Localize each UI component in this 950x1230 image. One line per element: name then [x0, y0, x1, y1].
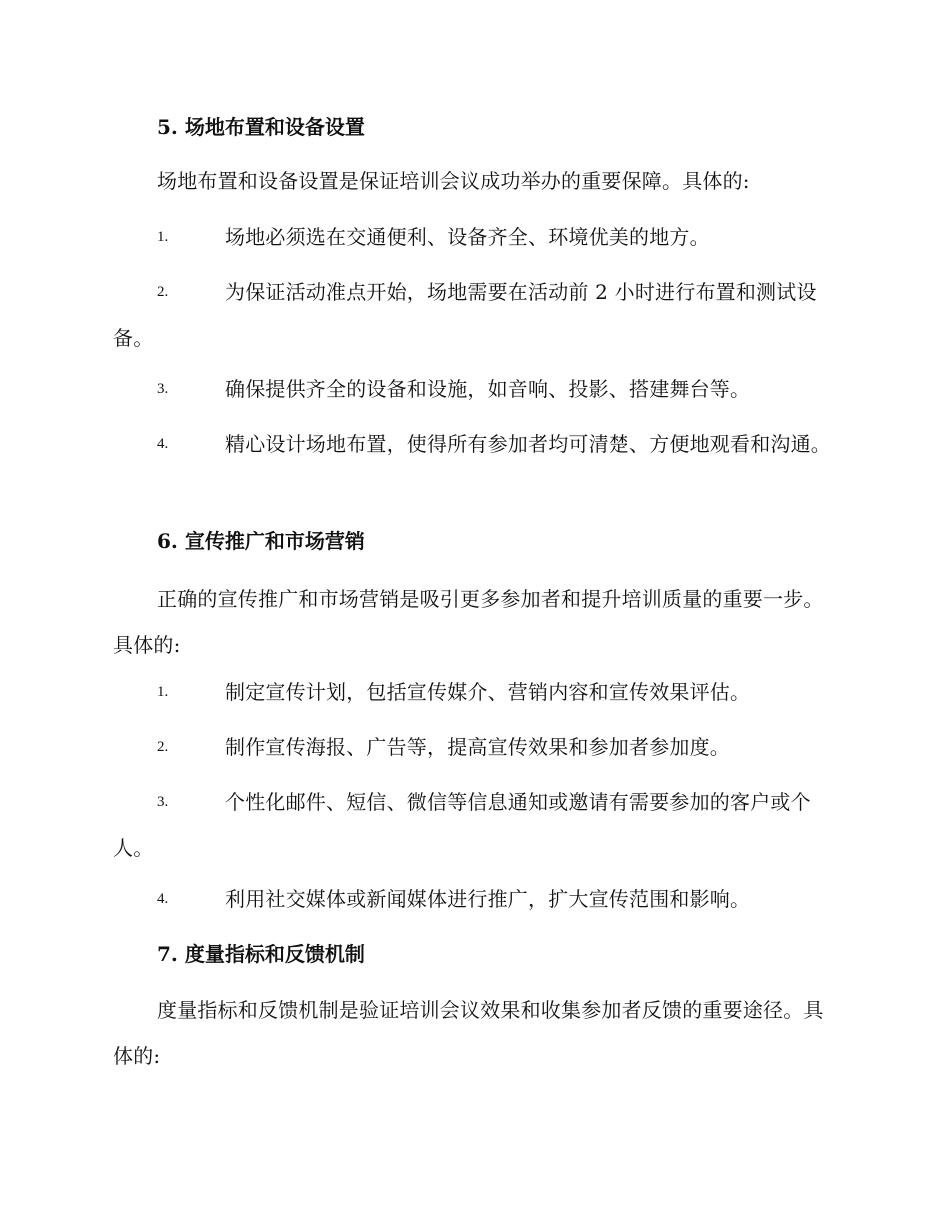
list-item: [113, 669, 835, 715]
list-item-text: 制作宣传海报、广告等，提高宣传效果和参加者参加度。: [225, 735, 730, 759]
list-item-text: 个性化邮件、短信、微信等信息通知或邀请有需要参加的客户或个人。: [113, 790, 811, 860]
list-item-text: 为保证活动准点开始，场地需要在活动前 2 小时进行布置和测试设备。: [113, 280, 817, 350]
list-item-text: 利用社交媒体或新闻媒体进行推广，扩大宣传范围和影响。: [225, 887, 751, 911]
list-item: [113, 724, 835, 770]
section-intro: 正确的宣传推广和市场营销是吸引更多参加者和提升培训质量的重要一步。具体的:: [113, 587, 824, 657]
section-intro: 场地布置和设备设置是保证培训会议成功举办的重要保障。具体的:: [157, 169, 750, 193]
section-heading: 7. 度量指标和反馈机制: [157, 942, 365, 966]
section-heading: 6. 宣传推广和市场营销: [157, 529, 365, 553]
section-intro: 度量指标和反馈机制是验证培训会议效果和收集参加者反馈的重要途径。具体的:: [113, 998, 824, 1068]
list-item: [113, 876, 835, 922]
list-item-number: 2.: [157, 739, 169, 755]
list-item: [113, 421, 835, 467]
list-item: [113, 366, 835, 412]
list-item-number: 2.: [157, 284, 169, 300]
list-item-number: 3.: [157, 381, 169, 397]
list-item-text: 精心设计场地布置，使得所有参加者均可清楚、方便地观看和沟通。: [225, 432, 831, 456]
list-item-number: 3.: [157, 794, 169, 810]
list-item-number: 1.: [157, 684, 169, 700]
list-item-number: 4.: [157, 436, 169, 452]
list-item-number: 1.: [157, 229, 169, 245]
list-item-number: 4.: [157, 891, 169, 907]
list-item: [113, 269, 835, 361]
section-heading: 5. 场地布置和设备设置: [157, 115, 365, 139]
list-item: [113, 214, 835, 260]
list-item-text: 场地必须选在交通便利、设备齐全、环境优美的地方。: [225, 225, 710, 249]
list-item-text: 制定宣传计划，包括宣传媒介、营销内容和宣传效果评估。: [225, 680, 751, 704]
list-item: [113, 779, 835, 871]
list-item-text: 确保提供齐全的设备和设施，如音响、投影、搭建舞台等。: [225, 377, 751, 401]
